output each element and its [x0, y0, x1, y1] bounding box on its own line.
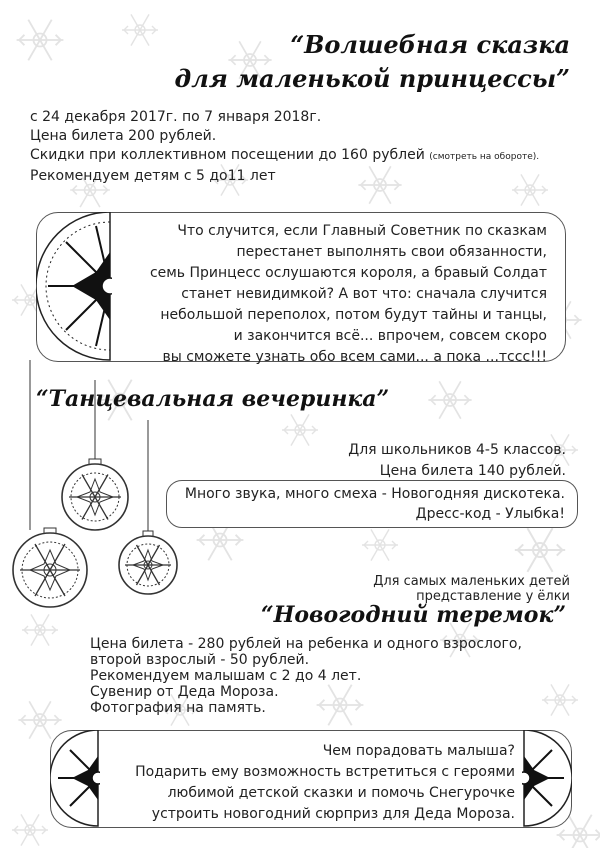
- disco-line1: Много звука, много смеха - Новогодняя дискотека.: [184, 486, 565, 502]
- story-box: [36, 212, 566, 365]
- title-dance-party: “Танцевальная вечеринка”: [36, 386, 390, 412]
- fairy-tale-dates: с 24 декабря 2017г. по 7 января 2018г.: [30, 109, 322, 125]
- snowflake-half-ornament-icon: [36, 212, 112, 362]
- dance-party-info: [348, 440, 566, 482]
- fairy-tale-info: [30, 108, 590, 186]
- title-fairy-tale-line1: “Волшебная сказка: [290, 30, 570, 59]
- title-new-year-teremok: “Новогодний теремок”: [260, 602, 566, 628]
- gift-box: [50, 730, 572, 828]
- gift-text: Чем порадовать малыша? Подарить ему возможность встретиться с героями любимой детской сказки и помочь Снегурочке устроить новогодний сюрприз для Деда Мороза.: [135, 743, 515, 822]
- dance-party-price: Цена билета 140 рублей.: [379, 463, 566, 479]
- kids-intro: Для самых маленьких детей представление у ёлки: [373, 574, 570, 604]
- disco-box: [166, 480, 578, 528]
- fairy-tale-price: Цена билета 200 рублей.: [30, 128, 217, 144]
- fairy-tale-age: Рекомендуем детям с 5 до11 лет: [30, 168, 276, 184]
- disco-line2: Дресс-код - Улыбка!: [415, 506, 565, 522]
- story-text: Что случится, если Главный Советник по сказкам перестанет выполнять свои обязанности, семь Принцесс ослушаются короля, а бравый Солдат станет невидимкой? А вот что: сначала случится небольшой переполох, потом будут тайны и танцы, и закончится всё... впрочем, совсем скоро вы сможете узнать обо всем сами... а пока ...тссс!!!: [149, 223, 547, 365]
- snowflake-half-ornament-icon: [50, 730, 100, 828]
- fairy-tale-discount: Скидки при коллективном посещении до 160 рублей (смотреть на обороте).: [30, 147, 540, 163]
- discount-note: (смотреть на обороте).: [429, 152, 540, 162]
- teremok-info: Цена билета - 280 рублей на ребенка и одного взрослого, второй взрослый - 50 рублей. Рекомендуем малышам с 2 до 4 лет. Сувенир от Деда Мороза. Фотография на память.: [90, 636, 522, 716]
- snowflake-half-ornament-icon: [522, 730, 572, 828]
- title-fairy-tale: [175, 28, 570, 96]
- title-fairy-tale-line2: для маленькой принцессы”: [174, 64, 570, 93]
- dance-party-audience: Для школьников 4-5 классов.: [348, 442, 566, 458]
